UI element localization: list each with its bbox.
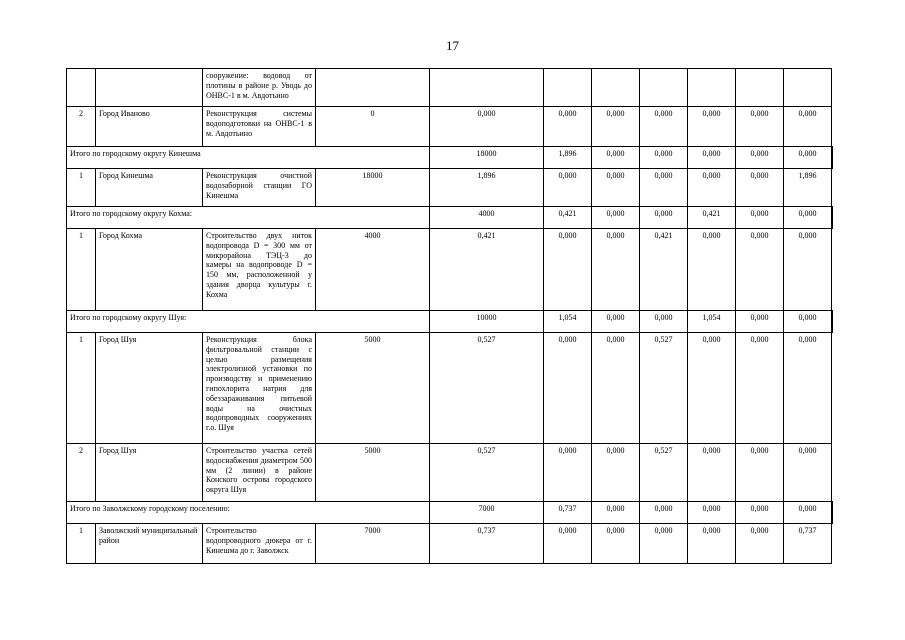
value-cell bbox=[316, 69, 430, 107]
table-row bbox=[67, 69, 833, 107]
row-number-cell bbox=[67, 69, 96, 107]
municipality-cell: Город Шуя bbox=[96, 444, 203, 502]
value-cell: 0,000 bbox=[592, 524, 640, 564]
value-cell: 4000 bbox=[430, 207, 544, 229]
value-cell: 10000 bbox=[430, 311, 544, 333]
value-cell: 0,000 bbox=[784, 229, 832, 311]
municipality-cell: Город Кинешма bbox=[96, 169, 203, 207]
object-description-cell: Строительство участка сетей водоснабжения диаметром 500 мм (2 линии) в районе Конского острова городского округа Шуя bbox=[203, 444, 316, 502]
value-cell: 0,000 bbox=[736, 333, 784, 444]
value-cell: 0,000 bbox=[736, 524, 784, 564]
total-label-cell: Итого по Заволжскому городскому поселению: bbox=[67, 502, 430, 524]
object-description-cell: Строительство водопроводного дюкера от г. Кинешма до г. Заволжск bbox=[203, 524, 316, 564]
value-cell: 18000 bbox=[316, 169, 430, 207]
value-cell: 0,000 bbox=[640, 169, 688, 207]
total-row bbox=[67, 502, 833, 524]
value-cell: 0,000 bbox=[544, 229, 592, 311]
value-cell: 0,000 bbox=[592, 444, 640, 502]
value-cell: 0,000 bbox=[784, 311, 832, 333]
value-cell: 0,000 bbox=[544, 107, 592, 147]
value-cell: 0,000 bbox=[640, 502, 688, 524]
value-cell bbox=[736, 69, 784, 107]
total-label-cell: Итого по городскому округу Кохма: bbox=[67, 207, 430, 229]
object-description-cell: Реконструкция системы водоподготовки на ОНВС-1 в м. Авдотьино bbox=[203, 107, 316, 147]
municipality-cell bbox=[96, 69, 203, 107]
value-cell: 0,421 bbox=[544, 207, 592, 229]
value-cell: 0,000 bbox=[640, 207, 688, 229]
row-number-cell: 1 bbox=[67, 169, 96, 207]
object-description-cell: Реконструкция блока фильтровальной станции с целью размещения электролизной установки по производству и применению гипохлорита натрия для обеззараживания питьевой воды на очистных водопроводных сооружениях г.о. Шуя bbox=[203, 333, 316, 444]
total-label-cell: Итого по городскому округу Кинешма bbox=[67, 147, 430, 169]
value-cell: 0,000 bbox=[430, 107, 544, 147]
value-cell bbox=[832, 311, 833, 333]
municipality-cell: Город Кохма bbox=[96, 229, 203, 311]
table-row bbox=[67, 333, 833, 444]
value-cell bbox=[544, 69, 592, 107]
table-body bbox=[67, 69, 833, 564]
value-cell: 0,000 bbox=[784, 333, 832, 444]
value-cell: 1,054 bbox=[688, 311, 736, 333]
value-cell: 0,737 bbox=[544, 502, 592, 524]
value-cell: 0,000 bbox=[544, 524, 592, 564]
value-cell: 0,421 bbox=[640, 229, 688, 311]
value-cell bbox=[784, 69, 832, 107]
value-cell: 0,000 bbox=[688, 502, 736, 524]
value-cell: 0,000 bbox=[784, 107, 832, 147]
table-row bbox=[67, 444, 833, 502]
value-cell: 0,421 bbox=[688, 207, 736, 229]
row-number-cell: 1 bbox=[67, 524, 96, 564]
table-row bbox=[67, 107, 833, 147]
value-cell: 0,000 bbox=[688, 524, 736, 564]
value-cell: 1,896 bbox=[544, 147, 592, 169]
value-cell: 0,000 bbox=[592, 107, 640, 147]
total-row bbox=[67, 147, 833, 169]
value-cell: 0,000 bbox=[736, 207, 784, 229]
value-cell: 5000 bbox=[316, 444, 430, 502]
page-number: 17 bbox=[446, 38, 459, 53]
value-cell: 0,421 bbox=[430, 229, 544, 311]
value-cell: 0,000 bbox=[592, 169, 640, 207]
value-cell: 4000 bbox=[316, 229, 430, 311]
value-cell: 0,000 bbox=[688, 147, 736, 169]
value-cell: 0,000 bbox=[544, 333, 592, 444]
value-cell: 0,000 bbox=[736, 169, 784, 207]
value-cell: 0,000 bbox=[592, 147, 640, 169]
object-description-cell: Строительство двух ниток водопровода D = 300 мм от микрорайона ТЭЦ-3 до камеры на водопроводе D = 150 мм, расположенной у здания дворца культуры г. Кохма bbox=[203, 229, 316, 311]
value-cell: 0,000 bbox=[736, 311, 784, 333]
value-cell: 0,000 bbox=[784, 502, 832, 524]
value-cell: 0,000 bbox=[784, 207, 832, 229]
value-cell: 7000 bbox=[316, 524, 430, 564]
value-cell bbox=[592, 69, 640, 107]
value-cell bbox=[832, 147, 833, 169]
value-cell: 0,000 bbox=[640, 311, 688, 333]
investment-table bbox=[66, 68, 833, 564]
object-description-cell: Реконструкция очистной водозаборной станции ГО Кинешма bbox=[203, 169, 316, 207]
value-cell: 0,000 bbox=[736, 107, 784, 147]
value-cell: 0,000 bbox=[592, 207, 640, 229]
value-cell: 0,000 bbox=[592, 311, 640, 333]
value-cell bbox=[640, 69, 688, 107]
municipality-cell: Город Шуя bbox=[96, 333, 203, 444]
value-cell: 0,000 bbox=[688, 169, 736, 207]
value-cell: 0,737 bbox=[430, 524, 544, 564]
value-cell: 7000 bbox=[430, 502, 544, 524]
value-cell: 1,896 bbox=[430, 169, 544, 207]
row-number-cell: 2 bbox=[67, 444, 96, 502]
value-cell: 0,000 bbox=[640, 147, 688, 169]
value-cell: 0,000 bbox=[688, 333, 736, 444]
value-cell: 1,896 bbox=[784, 169, 832, 207]
table-row bbox=[67, 169, 833, 207]
value-cell bbox=[688, 69, 736, 107]
value-cell: 0,000 bbox=[640, 524, 688, 564]
value-cell: 0,000 bbox=[736, 229, 784, 311]
value-cell: 0,527 bbox=[430, 333, 544, 444]
row-number-cell: 1 bbox=[67, 229, 96, 311]
value-cell: 0 bbox=[316, 107, 430, 147]
municipality-cell: Город Иваново bbox=[96, 107, 203, 147]
value-cell: 0,000 bbox=[592, 229, 640, 311]
value-cell: 0,000 bbox=[688, 444, 736, 502]
value-cell: 0,000 bbox=[544, 169, 592, 207]
value-cell: 0,000 bbox=[640, 107, 688, 147]
value-cell: 0,527 bbox=[430, 444, 544, 502]
table-row bbox=[67, 229, 833, 311]
total-row bbox=[67, 311, 833, 333]
value-cell: 0,527 bbox=[640, 444, 688, 502]
value-cell: 0,000 bbox=[592, 333, 640, 444]
value-cell: 0,000 bbox=[592, 502, 640, 524]
value-cell: 0,000 bbox=[688, 229, 736, 311]
object-description-cell: сооружение: водовод от плотины в районе р. Уводь до ОНВС-1 в м. Авдотьино bbox=[203, 69, 316, 107]
value-cell: 0,000 bbox=[544, 444, 592, 502]
value-cell: 0,000 bbox=[784, 147, 832, 169]
value-cell: 0,000 bbox=[784, 444, 832, 502]
total-row bbox=[67, 207, 833, 229]
value-cell: 5000 bbox=[316, 333, 430, 444]
value-cell: 18000 bbox=[430, 147, 544, 169]
total-label-cell: Итого по городскому округу Шуя: bbox=[67, 311, 430, 333]
row-number-cell: 1 bbox=[67, 333, 96, 444]
value-cell bbox=[430, 69, 544, 107]
value-cell: 0,000 bbox=[736, 502, 784, 524]
value-cell bbox=[832, 502, 833, 524]
row-number-cell: 2 bbox=[67, 107, 96, 147]
value-cell bbox=[832, 207, 833, 229]
municipality-cell: Заволжский муниципальный район bbox=[96, 524, 203, 564]
value-cell: 0,000 bbox=[688, 107, 736, 147]
value-cell: 0,527 bbox=[640, 333, 688, 444]
value-cell: 0,000 bbox=[736, 444, 784, 502]
value-cell: 1,054 bbox=[544, 311, 592, 333]
value-cell: 0,737 bbox=[784, 524, 832, 564]
value-cell: 0,000 bbox=[736, 147, 784, 169]
table-row bbox=[67, 524, 833, 564]
